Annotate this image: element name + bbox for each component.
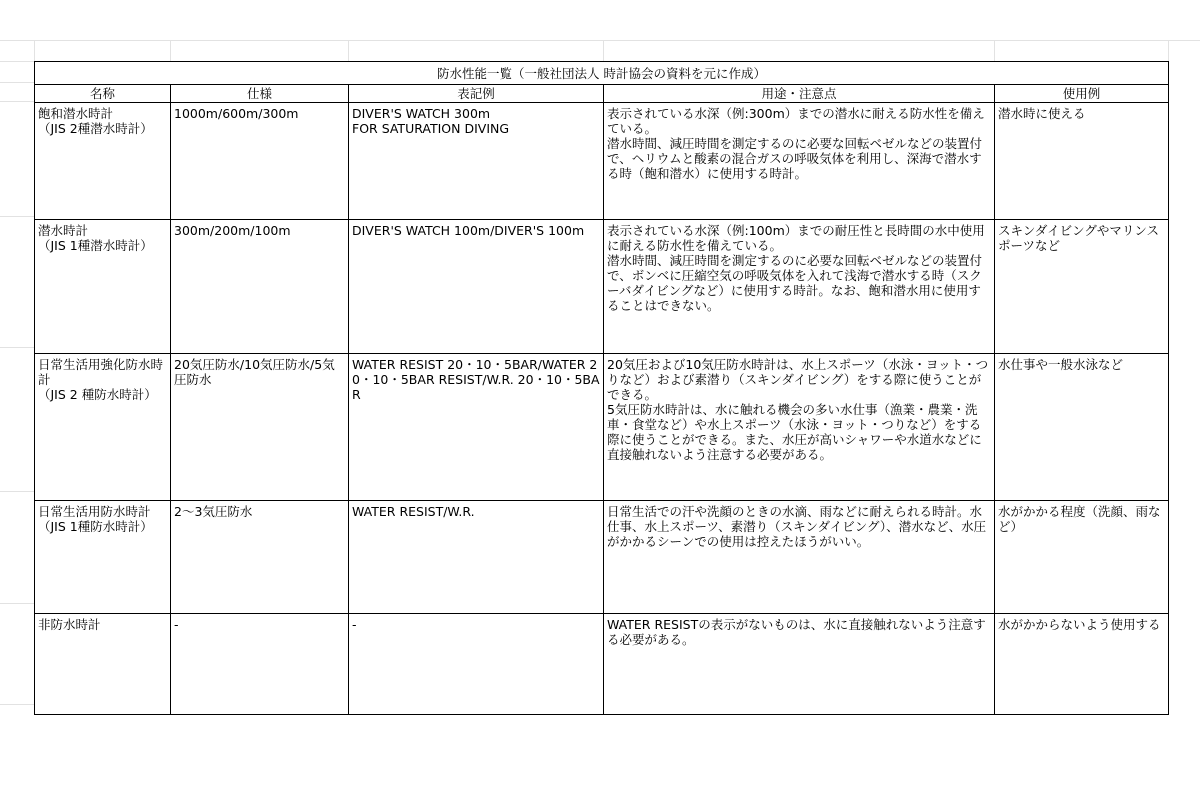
header-row <box>35 85 1169 103</box>
cell-use-case[interactable]: 水がかかる程度（洗顔、雨など） <box>995 501 1169 614</box>
waterproof-performance-table <box>34 61 1169 715</box>
cell-name[interactable]: 非防水時計 <box>35 614 171 715</box>
cell-use-case[interactable]: スキンダイビングやマリンスポーツなど <box>995 220 1169 354</box>
header-use-case[interactable]: 使用例 <box>995 85 1169 103</box>
cell-spec[interactable]: 300m/200m/100m <box>171 220 349 354</box>
table-row <box>35 501 1169 614</box>
cell-example[interactable]: WATER RESIST 20・10・5BAR/WATER 20・10・5BAR RESIST/W.R. 20・10・5BAR <box>349 354 604 501</box>
cell-spec[interactable]: 1000m/600m/300m <box>171 103 349 220</box>
table-title-row <box>35 62 1169 85</box>
gridline <box>0 603 34 604</box>
cell-usage[interactable]: 表示されている水深（例:300m）までの潜水に耐える防水性を備えている。 潜水時間、減圧時間を測定するのに必要な回転ベゼルなどの装置付で、ヘリウムと酸素の混合ガスの呼吸気体を利用し、深海で潜水する時（飽和潜水）に使用する時計。 <box>604 103 995 220</box>
table-row <box>35 354 1169 501</box>
gridline <box>994 40 995 62</box>
cell-usage[interactable]: 表示されている水深（例:100m）までの耐圧性と長時間の水中使用に耐える防水性を備えている。 潜水時間、減圧時間を測定するのに必要な回転ベゼルなどの装置付で、ボンベに圧縮空気の呼吸気体を入れて浅海で潜水する時（スクーバダイビングなど）に使用する時計。なお、飽和潜水用に使用することはできない。 <box>604 220 995 354</box>
header-example[interactable]: 表記例 <box>349 85 604 103</box>
cell-example[interactable]: WATER RESIST/W.R. <box>349 501 604 614</box>
gridline <box>0 61 34 62</box>
cell-spec[interactable]: 2〜3気圧防水 <box>171 501 349 614</box>
cell-spec[interactable]: 20気圧防水/10気圧防水/5気圧防水 <box>171 354 349 501</box>
gridline <box>0 347 34 348</box>
gridline <box>0 216 34 217</box>
cell-name[interactable]: 日常生活用強化防水時計 （JIS 2 種防水時計） <box>35 354 171 501</box>
gridline <box>0 491 34 492</box>
cell-usage[interactable]: 日常生活での汗や洗顔のときの水滴、雨などに耐えられる時計。水仕事、水上スポーツ、素潜り（スキンダイビング）、潜水など、水圧がかかるシーンでの使用は控えたほうがいい。 <box>604 501 995 614</box>
gridline <box>1168 40 1169 62</box>
cell-usage[interactable]: 20気圧および10気圧防水時計は、水上スポーツ（水泳・ヨット・つりなど）および素潜り（スキンダイビング）をする際に使うことができる。 5気圧防水時計は、水に触れる機会の多い水仕事（漁業・農業・洗車・食堂など）や水上スポーツ（水泳・ヨット・つりなど）をする際に使うことができる。また、水圧が高いシャワーや水道水などに直接触れないよう注意する必要がある。 <box>604 354 995 501</box>
cell-spec[interactable]: - <box>171 614 349 715</box>
table-row <box>35 614 1169 715</box>
table-title[interactable]: 防水性能一覧（一般社団法人 時計協会の資料を元に作成） <box>35 62 1169 85</box>
cell-example[interactable]: - <box>349 614 604 715</box>
cell-use-case[interactable]: 水仕事や一般水泳など <box>995 354 1169 501</box>
gridline <box>170 40 171 62</box>
header-usage[interactable]: 用途・注意点 <box>604 85 995 103</box>
cell-example[interactable]: DIVER'S WATCH 300m FOR SATURATION DIVING <box>349 103 604 220</box>
header-spec[interactable]: 仕様 <box>171 85 349 103</box>
cell-use-case[interactable]: 潜水時に使える <box>995 103 1169 220</box>
gridline <box>0 101 34 102</box>
gridline <box>348 40 349 62</box>
gridline <box>0 40 1200 41</box>
cell-name[interactable]: 日常生活用防水時計 （JIS 1種防水時計） <box>35 501 171 614</box>
gridline <box>0 82 34 83</box>
cell-use-case[interactable]: 水がかからないよう使用する <box>995 614 1169 715</box>
cell-usage[interactable]: WATER RESISTの表示がないものは、水に直接触れないよう注意する必要がある。 <box>604 614 995 715</box>
cell-name[interactable]: 飽和潜水時計 （JIS 2種潜水時計） <box>35 103 171 220</box>
header-name[interactable]: 名称 <box>35 85 171 103</box>
gridline <box>0 704 34 705</box>
table-row <box>35 103 1169 220</box>
cell-example[interactable]: DIVER'S WATCH 100m/DIVER'S 100m <box>349 220 604 354</box>
table-row <box>35 220 1169 354</box>
gridline <box>603 40 604 62</box>
cell-name[interactable]: 潜水時計 （JIS 1種潜水時計） <box>35 220 171 354</box>
